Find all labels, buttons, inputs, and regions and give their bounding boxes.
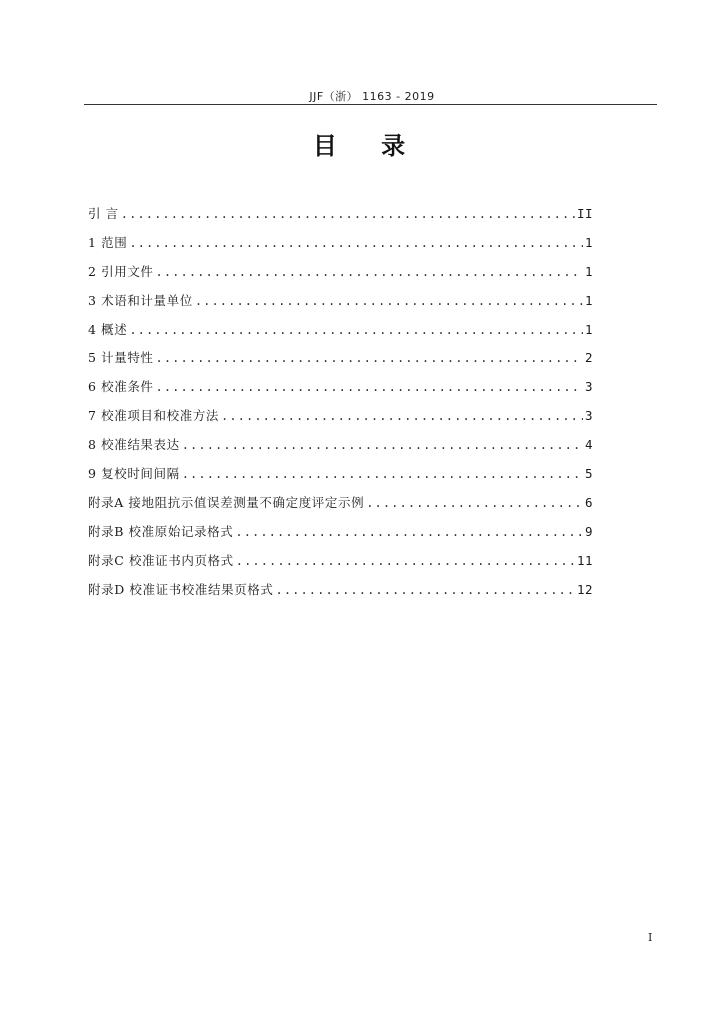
toc-entry-label: 5 计量特性: [88, 350, 154, 366]
toc-dot-leader: [156, 373, 583, 402]
toc-dot-leader: [156, 258, 583, 287]
toc-entry-page: 3: [584, 408, 593, 424]
toc-entry[interactable]: [88, 287, 593, 316]
toc-dot-leader: [182, 431, 583, 460]
standard-code: JJF（浙） 1163 - 2019: [309, 90, 435, 103]
toc-dot-leader: [366, 489, 583, 518]
toc-entry-page: II: [576, 206, 593, 221]
toc-entry[interactable]: [88, 200, 593, 229]
toc-entry[interactable]: [88, 518, 593, 547]
toc-entry[interactable]: [88, 547, 593, 576]
toc-entry[interactable]: [88, 258, 593, 287]
page-number: I: [648, 931, 653, 944]
toc-entry-label: 4 概述: [88, 321, 128, 337]
toc-entry-label: 1 范围: [88, 234, 128, 250]
toc-entry-label: 2 引用文件: [88, 263, 154, 279]
toc-entry-label: 9 复校时间间隔: [88, 466, 180, 482]
toc-entry-label: 3 术语和计量单位: [88, 292, 193, 308]
toc-dot-leader: [129, 316, 583, 345]
toc-entry-label: 7 校准项目和校准方法: [88, 408, 220, 424]
toc-dot-leader: [129, 229, 583, 258]
toc-entry-label: 6 校准条件: [88, 379, 154, 395]
toc-entry-page: 12: [576, 581, 593, 597]
toc-entry-label: 引 言: [88, 206, 119, 221]
toc-dot-leader: [195, 287, 583, 316]
toc-entry-label: 附录D 校准证书校准结果页格式: [88, 581, 274, 597]
toc-dot-leader: [156, 344, 583, 373]
table-of-contents: [88, 200, 593, 604]
toc-dot-leader: [182, 460, 583, 489]
toc-entry-page: 1: [584, 321, 593, 337]
header-rule: [84, 104, 657, 105]
toc-entry[interactable]: [88, 460, 593, 489]
toc-entry[interactable]: [88, 576, 593, 605]
toc-dot-leader: [236, 547, 575, 576]
toc-entry-page: 1: [584, 234, 593, 250]
toc-entry[interactable]: [88, 229, 593, 258]
toc-entry-page: 11: [576, 552, 593, 568]
toc-dot-leader: [121, 200, 575, 229]
toc-dot-leader: [276, 576, 575, 605]
toc-entry[interactable]: [88, 316, 593, 345]
toc-entry[interactable]: [88, 344, 593, 373]
toc-entry-page: 6: [584, 494, 593, 510]
toc-entry[interactable]: [88, 402, 593, 431]
toc-entry-label: 附录B 校准原始记录格式: [88, 523, 234, 539]
toc-entry-page: 5: [584, 466, 593, 482]
toc-dot-leader: [221, 402, 583, 431]
toc-entry[interactable]: [88, 373, 593, 402]
toc-entry-page: 3: [584, 379, 593, 395]
toc-entry-page: 1: [584, 292, 593, 308]
toc-entry[interactable]: [88, 489, 593, 518]
toc-entry-label: 附录C 校准证书内页格式: [88, 552, 234, 568]
toc-dot-leader: [235, 518, 583, 547]
toc-entry-page: 9: [584, 523, 593, 539]
toc-entry-label: 8 校准结果表达: [88, 437, 180, 453]
toc-entry-page: 2: [584, 350, 593, 366]
toc-entry-label: 附录A 接地阻抗示值误差测量不确定度评定示例: [88, 494, 365, 510]
toc-entry-page: 4: [584, 437, 593, 453]
page-title: 目 录: [312, 132, 424, 160]
toc-entry[interactable]: [88, 431, 593, 460]
toc-entry-page: 1: [584, 263, 593, 279]
